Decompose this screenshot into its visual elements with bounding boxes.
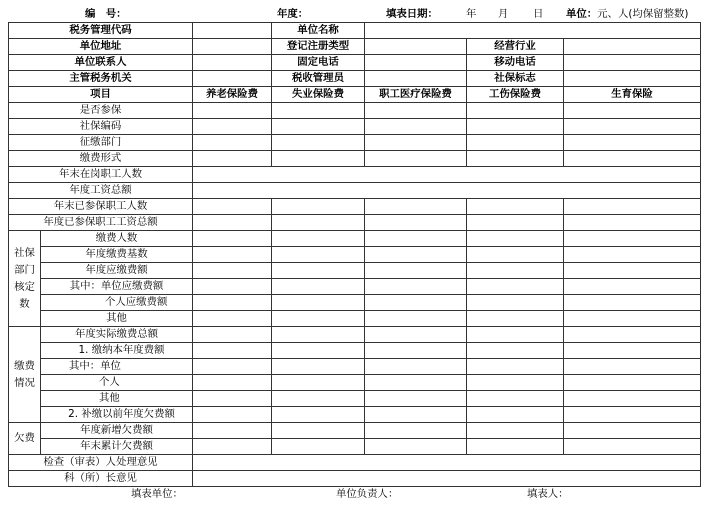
row-new-arrears — [9, 423, 701, 439]
unit-label: 单位： — [566, 8, 598, 20]
medical-cell[interactable] — [365, 135, 467, 151]
medical-cell[interactable] — [365, 359, 467, 375]
maternity-cell[interactable] — [564, 135, 701, 151]
pension-cell[interactable] — [193, 279, 272, 295]
row-label: 1. 缴纳本年度费额 — [41, 343, 193, 359]
row-accumulated-arrears — [9, 439, 701, 455]
injury-cell[interactable] — [467, 375, 564, 391]
unemployment-cell[interactable] — [272, 119, 365, 135]
maternity-cell[interactable] — [564, 343, 701, 359]
unit-value: 元、人(均保留整数) — [597, 8, 689, 20]
row-label: 检查（审表）人处理意见 — [9, 455, 193, 471]
row-year-end-insured-employees — [9, 199, 701, 215]
unemployment-column-header: 失业保险费 — [272, 87, 365, 103]
unemployment-cell[interactable] — [272, 375, 365, 391]
medical-cell[interactable] — [365, 375, 467, 391]
row-payer-count — [9, 231, 701, 247]
date-day-unit: 日 — [533, 8, 544, 20]
date-month-unit: 月 — [498, 8, 509, 20]
injury-cell[interactable] — [467, 135, 564, 151]
social-insurance-form-table — [8, 22, 701, 487]
pension-column-header: 养老保险费 — [193, 87, 272, 103]
row-annual-wages — [9, 183, 701, 199]
row-collection-department — [9, 135, 701, 151]
unemployment-cell[interactable] — [272, 359, 365, 375]
row-label: 社保编码 — [9, 119, 193, 135]
info-row-tax-code — [9, 23, 701, 39]
row-arrears-repaid — [9, 407, 701, 423]
landline-field[interactable] — [365, 55, 467, 71]
pension-cell[interactable] — [193, 343, 272, 359]
date-year-unit: 年 — [466, 8, 477, 20]
assessed-section-title: 社保部门核定数 — [14, 246, 35, 310]
info-row-contact — [9, 55, 701, 71]
maternity-cell[interactable] — [564, 231, 701, 247]
row-label: 年度工资总额 — [9, 183, 193, 199]
pension-cell[interactable] — [193, 135, 272, 151]
row-paid-individual — [9, 375, 701, 391]
injury-cell[interactable] — [467, 215, 564, 231]
maternity-cell[interactable] — [564, 375, 701, 391]
arrears-section-label — [9, 423, 41, 455]
inspector-opinion-field[interactable] — [193, 455, 701, 471]
industry-field[interactable] — [564, 39, 701, 55]
contact-person-field[interactable] — [193, 55, 272, 71]
landline-label: 固定电话 — [272, 55, 365, 71]
injury-cell[interactable] — [467, 263, 564, 279]
unemployment-cell[interactable] — [272, 263, 365, 279]
payment-section-label — [9, 327, 41, 423]
medical-cell[interactable] — [365, 311, 467, 327]
row-label: 征缴部门 — [9, 135, 193, 151]
row-label: 其中：单位应缴费额 — [41, 279, 193, 295]
registration-type-field[interactable] — [365, 39, 467, 55]
column-header-row — [9, 87, 701, 103]
row-year-end-employees — [9, 167, 701, 183]
contact-person-label: 单位联系人 — [9, 55, 193, 71]
medical-cell[interactable] — [365, 391, 467, 407]
medical-cell[interactable] — [365, 199, 467, 215]
medical-cell[interactable] — [365, 407, 467, 423]
row-label: 缴费形式 — [9, 151, 193, 167]
unemployment-cell[interactable] — [272, 311, 365, 327]
merged-value-cell[interactable] — [193, 167, 701, 183]
maternity-cell[interactable] — [564, 423, 701, 439]
row-inspector-opinion — [9, 455, 701, 471]
row-label: 其他 — [41, 311, 193, 327]
tax-authority-field[interactable] — [193, 71, 272, 87]
row-contribution-base — [9, 247, 701, 263]
injury-cell[interactable] — [467, 407, 564, 423]
injury-cell[interactable] — [467, 247, 564, 263]
maternity-cell[interactable] — [564, 279, 701, 295]
medical-cell[interactable] — [365, 247, 467, 263]
row-insured-wages-total — [9, 215, 701, 231]
injury-cell[interactable] — [467, 423, 564, 439]
pension-cell[interactable] — [193, 359, 272, 375]
assessed-section-label — [9, 231, 41, 327]
maternity-cell[interactable] — [564, 215, 701, 231]
medical-cell[interactable] — [365, 103, 467, 119]
medical-cell[interactable] — [365, 119, 467, 135]
pension-cell[interactable] — [193, 231, 272, 247]
row-label: 个人应缴费额 — [41, 295, 193, 311]
form-header — [0, 0, 707, 22]
unemployment-cell[interactable] — [272, 391, 365, 407]
medical-cell[interactable] — [365, 327, 467, 343]
maternity-cell[interactable] — [564, 247, 701, 263]
unemployment-cell[interactable] — [272, 423, 365, 439]
row-label: 年度已参保职工工资总额 — [9, 215, 193, 231]
unit-head-label: 单位负责人： — [336, 488, 399, 500]
injury-cell[interactable] — [467, 327, 564, 343]
row-label: 年度缴费基数 — [41, 247, 193, 263]
item-column-header: 项目 — [9, 87, 193, 103]
unit-name-field[interactable] — [365, 23, 701, 39]
row-individual-payable — [9, 295, 701, 311]
medical-cell[interactable] — [365, 231, 467, 247]
maternity-cell[interactable] — [564, 295, 701, 311]
maternity-cell[interactable] — [564, 199, 701, 215]
industry-label: 经营行业 — [467, 39, 564, 55]
row-social-security-code — [9, 119, 701, 135]
row-chief-opinion — [9, 471, 701, 487]
injury-cell[interactable] — [467, 199, 564, 215]
row-label: 年末累计欠费额 — [41, 439, 193, 455]
unemployment-cell[interactable] — [272, 199, 365, 215]
unit-note — [566, 8, 688, 21]
injury-cell[interactable] — [467, 119, 564, 135]
tax-code-label: 税务管理代码 — [9, 23, 193, 39]
row-assessed-other — [9, 311, 701, 327]
pension-cell[interactable] — [193, 199, 272, 215]
row-label: 缴费人数 — [41, 231, 193, 247]
unemployment-cell[interactable] — [272, 151, 365, 167]
medical-cell[interactable] — [365, 263, 467, 279]
injury-cell[interactable] — [467, 151, 564, 167]
pension-cell[interactable] — [193, 247, 272, 263]
unemployment-cell[interactable] — [272, 279, 365, 295]
pension-cell[interactable] — [193, 103, 272, 119]
medical-cell[interactable] — [365, 439, 467, 455]
pension-cell[interactable] — [193, 295, 272, 311]
pension-cell[interactable] — [193, 391, 272, 407]
maternity-cell[interactable] — [564, 263, 701, 279]
maternity-column-header: 生育保险 — [564, 87, 701, 103]
row-insured-status — [9, 103, 701, 119]
merged-value-cell[interactable] — [193, 183, 701, 199]
row-label: 2. 补缴以前年度欠费额 — [41, 407, 193, 423]
unemployment-cell[interactable] — [272, 343, 365, 359]
unit-address-field[interactable] — [193, 39, 272, 55]
row-label: 是否参保 — [9, 103, 193, 119]
row-label: 年度实际缴费总额 — [41, 327, 193, 343]
arrears-section-title: 欠费 — [14, 432, 35, 444]
medical-cell[interactable] — [365, 279, 467, 295]
unit-address-label: 单位地址 — [9, 39, 193, 55]
injury-cell[interactable] — [467, 311, 564, 327]
maternity-cell[interactable] — [564, 103, 701, 119]
injury-cell[interactable] — [467, 295, 564, 311]
form-footer — [0, 487, 707, 503]
unemployment-cell[interactable] — [272, 327, 365, 343]
medical-column-header: 职工医疗保险费 — [365, 87, 467, 103]
pension-cell[interactable] — [193, 423, 272, 439]
tax-authority-label: 主管税务机关 — [9, 71, 193, 87]
pension-cell[interactable] — [193, 311, 272, 327]
row-label: 年末已参保职工人数 — [9, 199, 193, 215]
maternity-cell[interactable] — [564, 391, 701, 407]
tax-officer-label: 税收管理员 — [272, 71, 365, 87]
filling-unit-label: 填表单位： — [131, 488, 183, 500]
injury-cell[interactable] — [467, 439, 564, 455]
pension-cell[interactable] — [193, 439, 272, 455]
medical-cell[interactable] — [365, 295, 467, 311]
unemployment-cell[interactable] — [272, 247, 365, 263]
form-number-label: 编 号： — [85, 8, 127, 20]
row-paid-employer — [9, 359, 701, 375]
unemployment-cell[interactable] — [272, 231, 365, 247]
unemployment-cell[interactable] — [272, 295, 365, 311]
info-row-tax-authority — [9, 71, 701, 87]
row-actual-paid-total — [9, 327, 701, 343]
social-security-flag-field[interactable] — [564, 71, 701, 87]
unit-name-label: 单位名称 — [272, 23, 365, 39]
tax-officer-field[interactable] — [365, 71, 467, 87]
social-security-flag-label: 社保标志 — [467, 71, 564, 87]
unemployment-cell[interactable] — [272, 103, 365, 119]
payment-section-title: 缴费情况 — [14, 359, 35, 389]
row-employer-payable — [9, 279, 701, 295]
maternity-cell[interactable] — [564, 359, 701, 375]
maternity-cell[interactable] — [564, 311, 701, 327]
row-label: 其中：单位 — [41, 359, 193, 375]
info-row-address — [9, 39, 701, 55]
pension-cell[interactable] — [193, 215, 272, 231]
injury-column-header: 工伤保险费 — [467, 87, 564, 103]
row-current-year-paid — [9, 343, 701, 359]
row-payment-form — [9, 151, 701, 167]
unemployment-cell[interactable] — [272, 439, 365, 455]
row-label: 年度新增欠费额 — [41, 423, 193, 439]
mobile-label: 移动电话 — [467, 55, 564, 71]
row-payable-amount — [9, 263, 701, 279]
medical-cell[interactable] — [365, 151, 467, 167]
maternity-cell[interactable] — [564, 407, 701, 423]
injury-cell[interactable] — [467, 343, 564, 359]
maternity-cell[interactable] — [564, 327, 701, 343]
fill-date-label: 填表日期： — [386, 8, 438, 20]
unemployment-cell[interactable] — [272, 135, 365, 151]
maternity-cell[interactable] — [564, 151, 701, 167]
pension-cell[interactable] — [193, 375, 272, 391]
injury-cell[interactable] — [467, 231, 564, 247]
row-label: 其他 — [41, 391, 193, 407]
medical-cell[interactable] — [365, 215, 467, 231]
injury-cell[interactable] — [467, 391, 564, 407]
injury-cell[interactable] — [467, 103, 564, 119]
pension-cell[interactable] — [193, 327, 272, 343]
row-label: 个人 — [41, 375, 193, 391]
row-paid-other — [9, 391, 701, 407]
row-label: 年末在岗职工人数 — [9, 167, 193, 183]
injury-cell[interactable] — [467, 359, 564, 375]
injury-cell[interactable] — [467, 279, 564, 295]
medical-cell[interactable] — [365, 423, 467, 439]
tax-code-field[interactable] — [193, 23, 272, 39]
row-label: 科（所）长意见 — [9, 471, 193, 487]
filler-label: 填表人： — [527, 488, 569, 500]
chief-opinion-field[interactable] — [193, 471, 701, 487]
row-label: 年度应缴费额 — [41, 263, 193, 279]
pension-cell[interactable] — [193, 151, 272, 167]
medical-cell[interactable] — [365, 343, 467, 359]
maternity-cell[interactable] — [564, 439, 701, 455]
registration-type-label: 登记注册类型 — [272, 39, 365, 55]
pension-cell[interactable] — [193, 407, 272, 423]
unemployment-cell[interactable] — [272, 215, 365, 231]
pension-cell[interactable] — [193, 263, 272, 279]
year-label: 年度： — [277, 8, 309, 20]
pension-cell[interactable] — [193, 119, 272, 135]
mobile-field[interactable] — [564, 55, 701, 71]
maternity-cell[interactable] — [564, 119, 701, 135]
unemployment-cell[interactable] — [272, 407, 365, 423]
